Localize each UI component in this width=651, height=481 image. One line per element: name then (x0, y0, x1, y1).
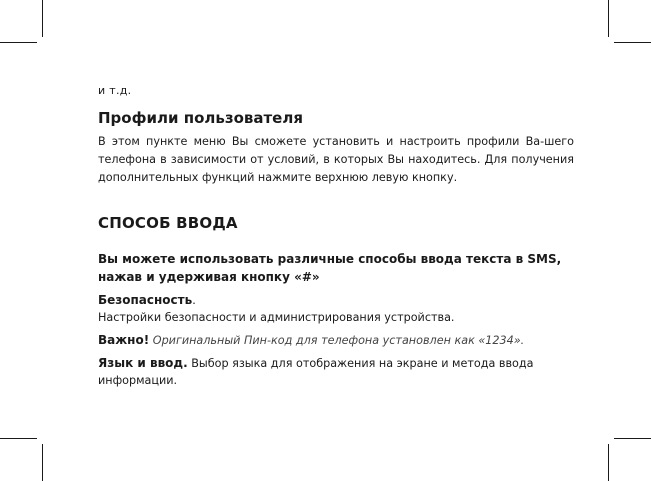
language-label: Язык и ввод. (98, 356, 188, 370)
profiles-body: В этом пункте меню Вы сможете установить и настроить профили Ва-шего телефона в зависимости от условий, в которых Вы находитесь. Для получения дополнительных функций нажмите верхнюю левую кнопку. (98, 135, 574, 184)
crop-mark-top-right-vertical (608, 0, 609, 37)
language-text: Выбор языка для отображения на экране и метода ввода информации. (98, 357, 534, 387)
security-block (98, 292, 574, 326)
language-block (98, 355, 574, 389)
crop-mark-bottom-right-vertical (608, 444, 609, 481)
input-method-lead: Вы можете использовать различные способы ввода текста в SMS, нажав и удерживая кнопку «#» (98, 252, 562, 284)
crop-mark-bottom-left-vertical (42, 444, 43, 481)
important-text: Оригинальный Пин-код для телефона установлен как «1234». (152, 334, 525, 347)
security-title: Безопасность (98, 293, 193, 307)
crop-mark-top-left-horizontal (0, 42, 37, 43)
security-body: Настройки безопасности и администрирования устройства. (98, 311, 455, 324)
manual-page (98, 84, 574, 389)
crop-mark-top-right-horizontal (614, 42, 651, 43)
profiles-heading: Профили пользователя (98, 109, 303, 127)
crop-mark-top-left-vertical (42, 0, 43, 37)
important-label: Важно! (98, 333, 150, 347)
security-title-punct: . (192, 294, 196, 307)
input-method-heading: СПОСОБ ВВОДА (98, 214, 238, 232)
intro-tail-text: и т.д. (98, 84, 132, 97)
crop-mark-bottom-right-horizontal (614, 438, 651, 439)
crop-mark-bottom-left-horizontal (0, 438, 37, 439)
important-block (98, 332, 574, 349)
